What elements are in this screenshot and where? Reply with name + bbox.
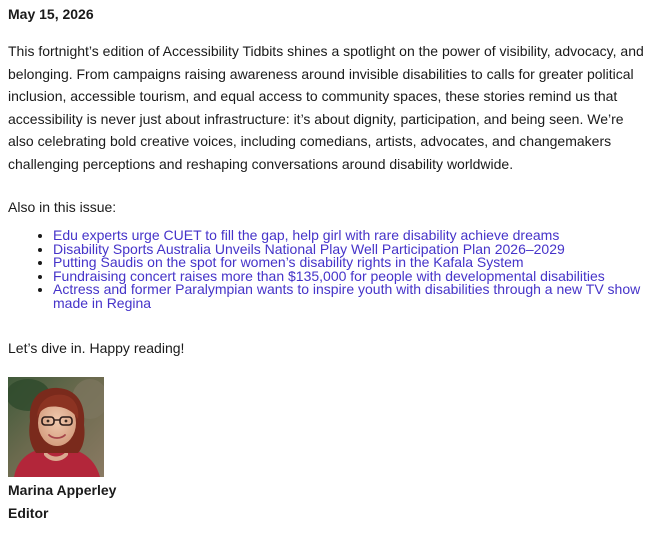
also-in-issue-heading: Also in this issue: <box>8 199 117 215</box>
editor-role: Editor <box>8 504 49 521</box>
article-link-list <box>8 229 648 311</box>
list-item <box>53 283 648 310</box>
article-link-cuet[interactable]: Edu experts urge CUET to fill the gap, help girl with rare disability achieve dreams <box>53 227 560 243</box>
editor-avatar <box>8 377 104 477</box>
intro-paragraph: This fortnight’s edition of Accessibility Tidbits shines a spotlight on the power of visibility, advocacy, and belonging. From campaigns raising awareness around invisible disabilities to calls for greater political inclusion, accessible tourism, and equal access to community spaces, these stories remind us that accessibility is never just about infrastructure: it’s about dignity, participation, and being seen. We’re also celebrating bold creative voices, including comedians, artists, advocates, and changemakers challenging perceptions and reshaping conversations around disability worldwide. <box>8 43 644 172</box>
editor-name: Marina Apperley <box>8 481 117 498</box>
article-link-paralympian-tv-show[interactable]: Actress and former Paralympian wants to inspire youth with disabilities through a new TV show made in Regina <box>53 281 641 311</box>
issue-date: May 15, 2026 <box>8 6 94 22</box>
article-link-fundraising-concert[interactable]: Fundraising concert raises more than $135,000 for people with developmental disabilities <box>53 267 605 284</box>
closing-line: Let’s dive in. Happy reading! <box>8 339 185 356</box>
article-link-kafala-system[interactable]: Putting Saudis on the spot for women’s disability rights in the Kafala System <box>53 254 524 271</box>
newsletter-body <box>8 0 648 522</box>
article-link-play-well-plan[interactable]: Disability Sports Australia Unveils National Play Well Participation Plan 2026–2029 <box>53 240 565 257</box>
